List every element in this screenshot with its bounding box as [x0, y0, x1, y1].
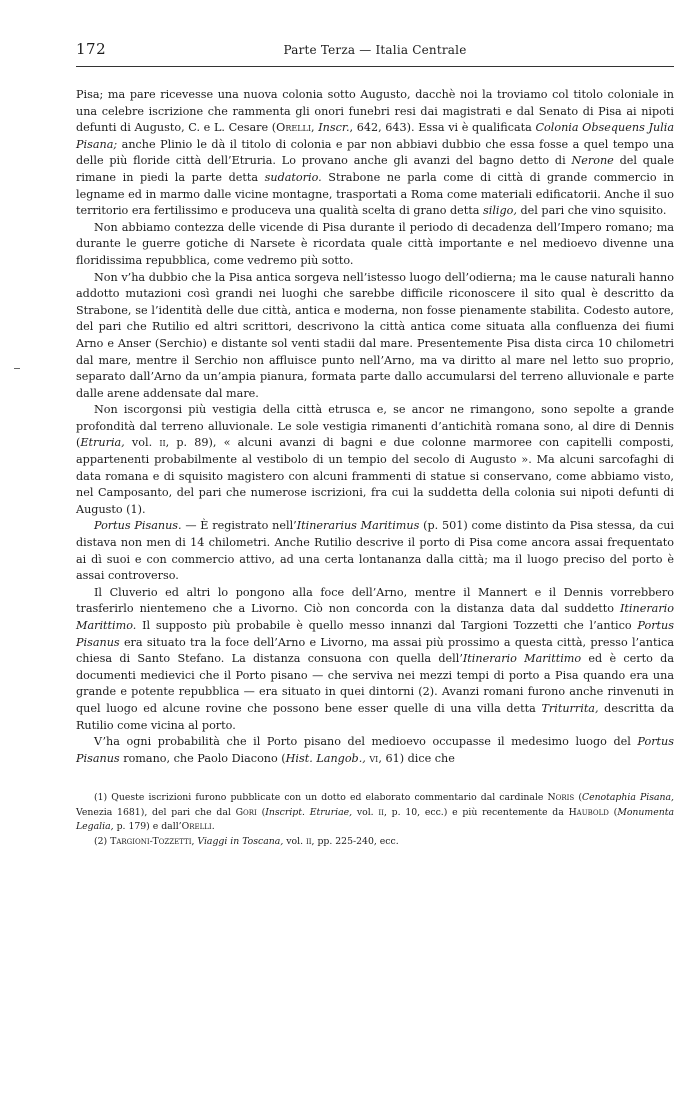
- footnote-2: (2) Targioni-Tozzetti, Viaggi in Toscana, vol. ii, pp. 225-240, ecc.: [94, 835, 399, 847]
- page-number: 172: [76, 40, 107, 58]
- footnotes: [76, 791, 674, 849]
- footnote-1: (1) Queste iscrizioni furono pubblicate con un dotto ed elaborato commentario dal cardinale Noris (Cenotaphia Pisana, Venezia 1681), del pari che dal Gori (Inscript. Etruriae, vol. ii, p. 10, ecc.) e più recentemente da Haubold (Monumenta Legalia, p. 179) e dall’Orelli.: [76, 792, 674, 833]
- running-title: Parte Terza — Italia Centrale: [283, 43, 467, 57]
- paragraph-5: Portus Pisanus. — È registrato nell’Itinerarius Maritimus (p. 501) come distinto da Pisa stessa, da cui distava non men di 14 chilometri. Anche Rutilio descrive il porto di Pisa come ancora assai frequentato ai dì suoi e con commercio attivo, ad una certa lontananza dalla città; ma il luogo preciso del porto è assai controverso.: [76, 519, 675, 583]
- page-header: [76, 40, 674, 66]
- paragraph-1: Pisa; ma pare ricevesse una nuova colonia sotto Augusto, dacchè noi la troviamo col titolo coloniale in una celebre iscrizione che rammenta gli onori funebri resi dai magistrati e dal Senato di Pisa ai nipoti defunti di Augusto, C. e L. Cesare (Orelli, Inscr., 642, 643). Essa vi è qualificata Colonia Obsequens Julia Pisana; anche Plinio le dà il titolo di colonia e par non abbiavi dubbio che essa fosse a quel tempo una delle più floride città dell’Etruria. Lo provano anche gli avanzi del bagno detto di Nerone del quale rimane in piedi la parte detta sudatorio. Strabone ne parla come di città di grande commercio in legname ed in marmo dalle vicine montagne, trasportati a Roma come materiali edificatorii. Anche il suo territorio era fertilissimo e produceva una qualità scelta di grano detta siligo, del pari che vino squisito.: [76, 88, 674, 218]
- paragraph-3: Non v’ha dubbio che la Pisa antica sorgeva nell’istesso luogo dell’odierna; ma le cause naturali hanno addotto mutazioni così grandi nei luoghi che sarebbe difficile riconoscere il sito qual è descritto da Strabone, se l’identità delle due città, antica e moderna, non fosse pienamente stabilita. Codesto autore, del pari che Rutilio ed altri scrittori, descrivono la città antica come situata alla confluenza dei fiumi Arno e Anser (Serchio) e distante sol venti stadii dal mare. Presentemente Pisa dista circa 10 chilometri dal mare, mentre il Serchio non affluisce punto nell’Arno, ma va diritto al mare nel letto suo proprio, separato dall’Arno da un’ampia pianura, formata parte dallo accumularsi del terreno alluvionale e parte dalle arene addensate dal mare.: [76, 270, 674, 400]
- body-text: [76, 87, 674, 767]
- paragraph-4: Non iscorgonsi più vestigia della città etrusca e, se ancor ne rimangono, sono sepolte a grande profondità dal terreno alluvionale. Le sole vestigia rimanenti d’antichità romana sono, al dire di Dennis (Etruria, vol. ii, p. 89), « alcuni avanzi di bagni e due colonne marmoree con capitelli composti, appartenenti probabilmente al vestibolo di un tempio del secolo di Augusto ». Ma alcuni sarcofaghi di data romana e di squisito magistero con alcuni frammenti di statue si conservano, come abbiamo visto, nel Camposanto, del pari che numerose iscrizioni, fra cui la suddetta della colonia sui nipoti defunti di Augusto (1).: [76, 403, 674, 516]
- header-rule: [76, 66, 674, 67]
- book-page: [76, 40, 674, 849]
- paragraph-7: V’ha ogni probabilità che il Porto pisano del medioevo occupasse il medesimo luogo del Portus Pisanus romano, che Paolo Diacono (Hist. Langob., vi, 61) dice che: [76, 735, 674, 765]
- paragraph-6: Il Cluverio ed altri lo pongono alla foce dell’Arno, mentre il Mannert e il Dennis vorrebbero trasferirlo nientemeno che a Livorno. Ciò non concorda con la distanza data dal suddetto Itinerario Marittimo. Il supposto più probabile è quello messo innanzi dal Targioni Tozzetti che l’antico Portus Pisanus era situato tra la foce dell’Arno e Livorno, ma assai più prossimo a questa città, presso l’antica chiesa di Santo Stefano. La distanza consuona con quella dell’Itinerario Marittimo ed è certo da documenti medievici che il Porto pisano — che serviva nei mezzi tempi di porto a Pisa quando era una grande e potente repubblica — era situato in quei dintorni (2). Avanzi romani furono anche rinvenuti in quel luogo ed alcune rovine che possono bene esser quelle di una villa detta Triturrita, descritta da Rutilio come vicina al porto.: [76, 585, 675, 732]
- margin-mark: [14, 368, 20, 369]
- paragraph-2: Non abbiamo contezza delle vicende di Pisa durante il periodo di decadenza dell’Impero romano; ma durante le guerre gotiche di Narsete è ricordata quale città importante e nel medioevo divenne una floridissima repubblica, come vedremo più sotto.: [76, 220, 674, 267]
